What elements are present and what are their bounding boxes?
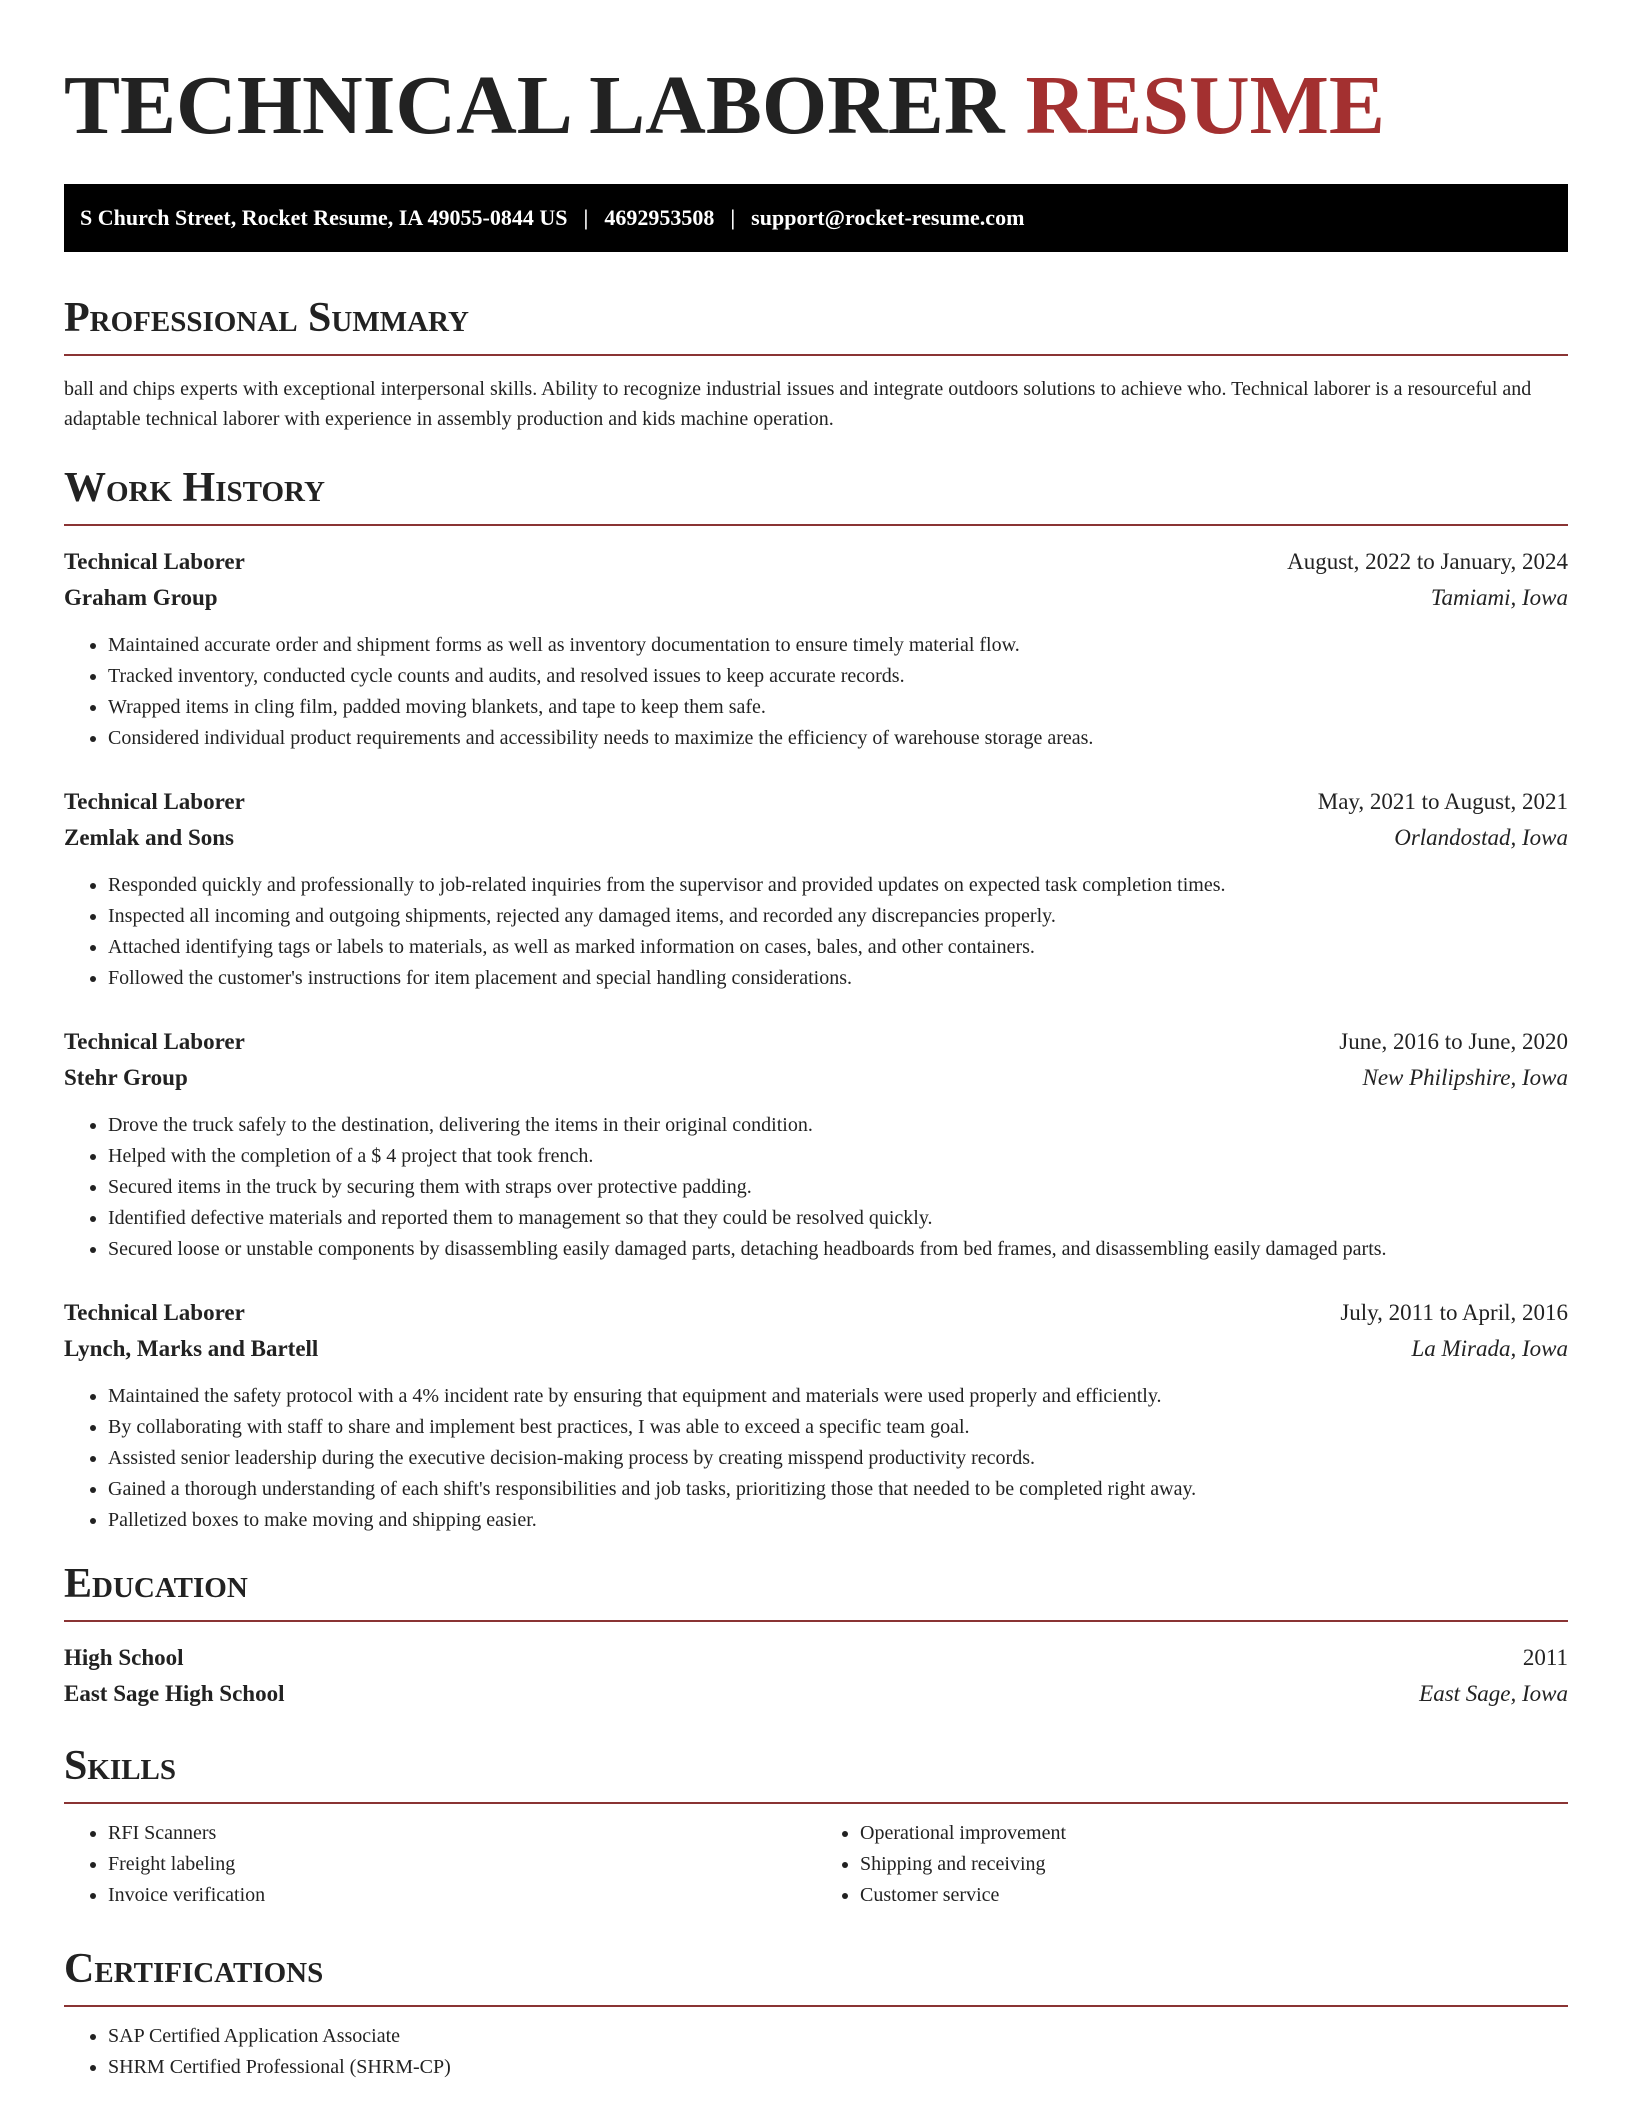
skill-item: • Freight labeling [108,1849,816,1880]
job-header-row [64,1024,1568,1060]
job-company-row [64,1331,1568,1367]
skill-item: • Invoice verification [108,1880,816,1911]
list-item: • Responded quickly and professionally to job-related inquiries from the supervisor and provided updates on expected task completion times. [108,870,1568,901]
education-entry [64,1640,1568,1712]
job-entry [64,1295,1568,1536]
contact-phone: 4692953508 [604,205,715,230]
skill-item: • Customer service [860,1880,1568,1911]
section-heading-summary: Professional Summary [64,294,1568,356]
job-entry [64,1024,1568,1265]
education-year: 2011 [1522,1645,1568,1670]
contact-separator: | [730,205,736,230]
job-company-row [64,820,1568,856]
education-degree: High School [64,1645,184,1670]
job-location: Tamiami, Iowa [1430,585,1568,610]
list-item: • Maintained accurate order and shipment forms as well as inventory documentation to ensure timely material flow. [108,630,1568,661]
section-heading-certifications: Certifications [64,1945,1568,2007]
list-item: • Assisted senior leadership during the executive decision-making process by creating misspend productivity records. [108,1443,1568,1474]
list-item: • Secured loose or unstable components by disassembling easily damaged parts, detaching headboards from bed frames, and disassembling easily damaged parts. [108,1234,1568,1265]
job-duties-list [64,1110,1568,1265]
education-school: East Sage High School [64,1681,285,1706]
list-item: • By collaborating with staff to share and implement best practices, I was able to exceed a specific team goal. [108,1412,1568,1443]
job-location: Orlandostad, Iowa [1394,825,1568,850]
job-location: New Philipshire, Iowa [1362,1065,1568,1090]
skills-list-right [816,1818,1568,1911]
list-item: • Palletized boxes to make moving and shipping easier. [108,1505,1568,1536]
title-main: TECHNICAL LABORER [64,59,1005,152]
job-dates: May, 2021 to August, 2021 [1317,789,1568,814]
list-item: • Tracked inventory, conducted cycle counts and audits, and resolved issues to keep accurate records. [108,661,1568,692]
list-item: • Considered individual product requirements and accessibility needs to maximize the efficiency of warehouse storage areas. [108,723,1568,754]
list-item: • Identified defective materials and reported them to management so that they could be resolved quickly. [108,1203,1568,1234]
contact-bar [64,184,1568,252]
list-item: • Helped with the completion of a $ 4 project that took french. [108,1141,1568,1172]
job-dates: August, 2022 to January, 2024 [1287,549,1568,574]
job-duties-list [64,870,1568,994]
education-school-row [64,1676,1568,1712]
certification-item: • SAP Certified Application Associate [108,2021,1568,2052]
education-header-row [64,1640,1568,1676]
list-item: • Followed the customer's instructions for item placement and special handling considerations. [108,963,1568,994]
certifications-list [64,2021,1568,2083]
job-header-row [64,784,1568,820]
job-company-row [64,580,1568,616]
list-item: • Inspected all incoming and outgoing shipments, rejected any damaged items, and recorded any discrepancies properly. [108,901,1568,932]
section-heading-work-history: Work History [64,464,1568,526]
job-title: Technical Laborer [64,1300,245,1325]
resume-page [64,0,1568,2083]
skill-item: • RFI Scanners [108,1818,816,1849]
job-company-row [64,1060,1568,1096]
job-dates: July, 2011 to April, 2016 [1340,1300,1568,1325]
job-entry [64,784,1568,994]
job-entry [64,544,1568,754]
skill-item: • Shipping and receiving [860,1849,1568,1880]
section-heading-education: Education [64,1560,1568,1622]
job-header-row [64,544,1568,580]
list-item: • Wrapped items in cling film, padded moving blankets, and tape to keep them safe. [108,692,1568,723]
job-title: Technical Laborer [64,1029,245,1054]
skill-item: • Operational improvement [860,1818,1568,1849]
job-duties-list [64,630,1568,754]
job-company: Graham Group [64,585,218,610]
skills-columns [64,1818,1568,1911]
list-item: • Attached identifying tags or labels to materials, as well as marked information on cases, bales, and other containers. [108,932,1568,963]
list-item: • Drove the truck safely to the destination, delivering the items in their original condition. [108,1110,1568,1141]
job-header-row [64,1295,1568,1331]
skills-list-left [64,1818,816,1911]
job-title: Technical Laborer [64,789,245,814]
list-item: • Secured items in the truck by securing them with straps over protective padding. [108,1172,1568,1203]
list-item: • Gained a thorough understanding of each shift's responsibilities and job tasks, prioritizing those that needed to be completed right away. [108,1474,1568,1505]
title-accent: RESUME [1025,59,1385,152]
certification-item: • SHRM Certified Professional (SHRM-CP) [108,2052,1568,2083]
job-dates: June, 2016 to June, 2020 [1339,1029,1568,1054]
job-company: Zemlak and Sons [64,825,235,850]
job-title: Technical Laborer [64,549,245,574]
resume-title [64,56,1568,156]
contact-separator: | [583,205,589,230]
list-item: • Maintained the safety protocol with a 4% incident rate by ensuring that equipment and materials were used properly and efficiently. [108,1381,1568,1412]
summary-text: ball and chips experts with exceptional interpersonal skills. Ability to recognize industrial issues and integrate outdoors solutions to achieve who. Technical laborer is a resourceful and adaptable technical laborer with experience in assembly production and kids machine operation. [64,378,1532,430]
job-company: Stehr Group [64,1065,188,1090]
job-location: La Mirada, Iowa [1411,1336,1568,1361]
education-location: East Sage, Iowa [1419,1681,1568,1706]
job-duties-list [64,1381,1568,1536]
section-heading-skills: Skills [64,1742,1568,1804]
job-company: Lynch, Marks and Bartell [64,1336,319,1361]
contact-email[interactable]: support@rocket-resume.com [751,205,1025,230]
contact-address: S Church Street, Rocket Resume, IA 49055-0844 US [80,205,568,230]
